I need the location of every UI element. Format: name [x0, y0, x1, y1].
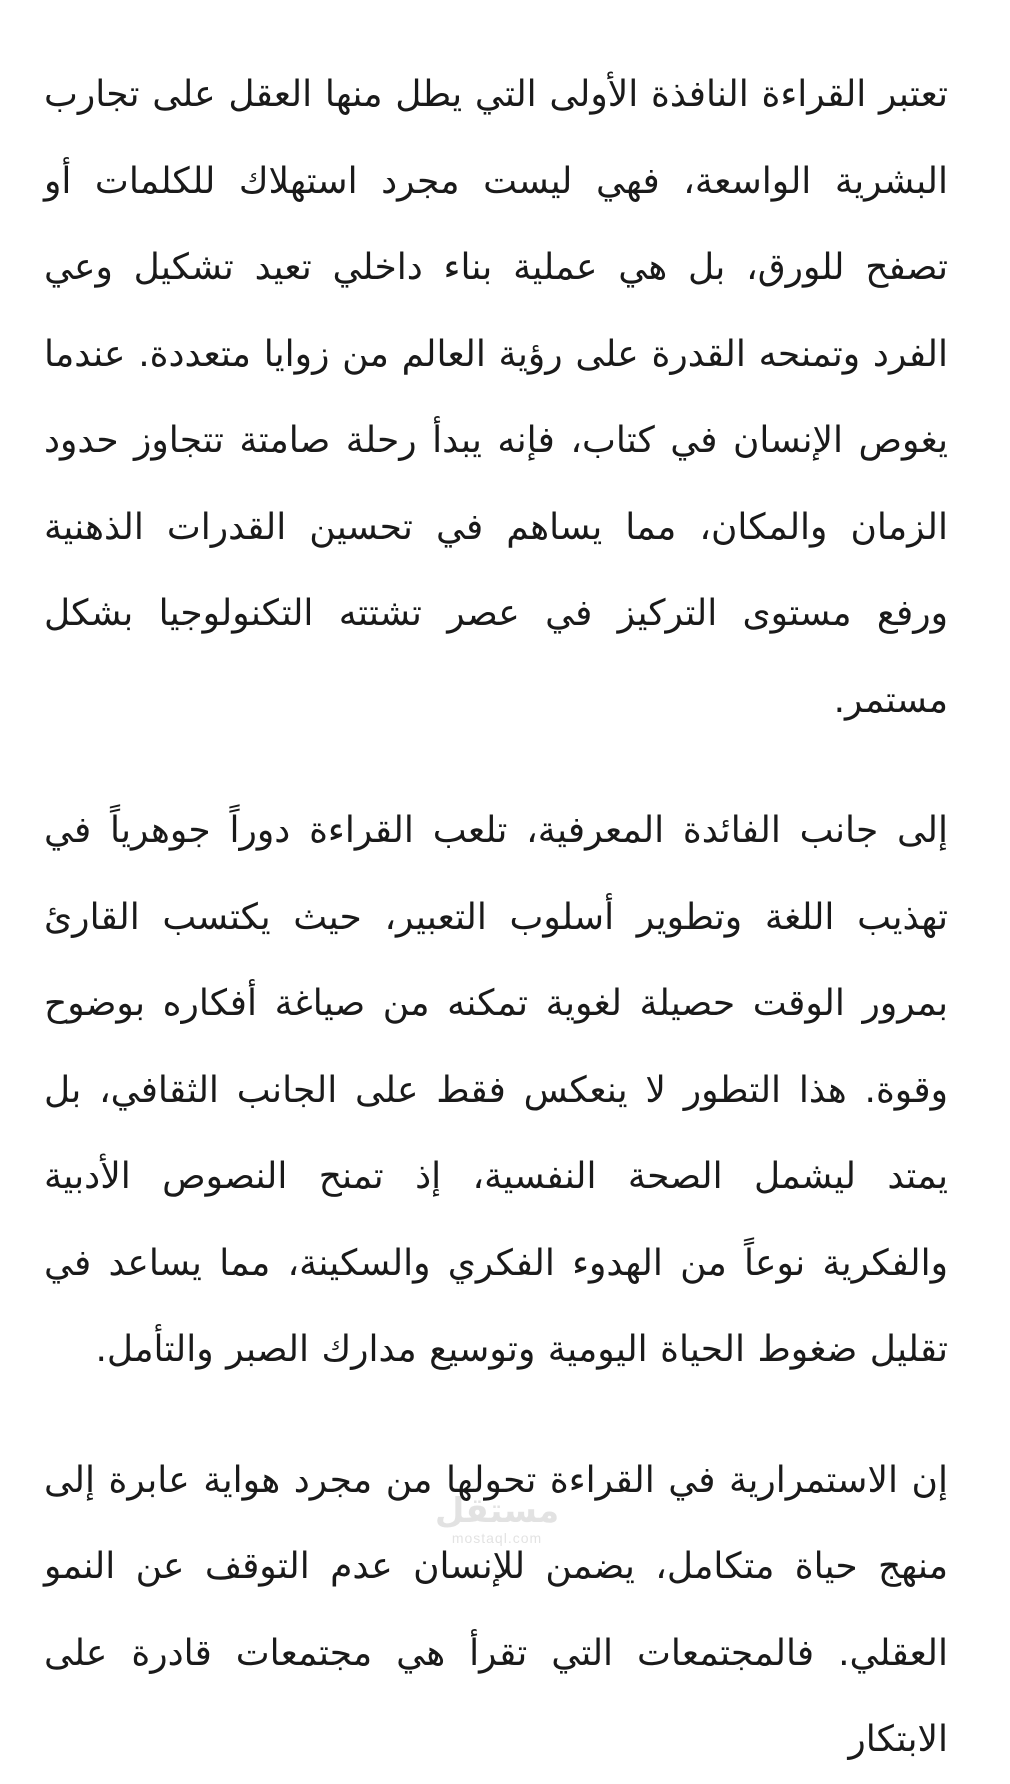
- paragraph-continuity: إن الاستمرارية في القراءة تحولها من مجرد هواية عابرة إلى منهج حياة متكامل، يضمن للإنسان عدم التوقف عن النمو العقلي. فالمجتمعات التي تقرأ هي مجتمعات قادرة على الابتكار: [44, 1459, 948, 1760]
- watermark-domain-text: mostaql.com: [451, 1530, 543, 1546]
- paragraph-reading-window: تعتبر القراءة النافذة الأولى التي يطل منها العقل على تجارب البشرية الواسعة، فهي ليست مجرد استهلاك للكلمات أو تصفح للورق، بل هي عملية بناء داخلي تعيد تشكيل وعي الفرد وتمنحه القدرة على رؤية العالم من زوايا متعددة. عندما يغوص الإنسان في كتاب، فإنه يبدأ رحلة صامتة تتجاوز حدود الزمان والمكان، مما يساهم في تحسين القدرات الذهنية ورفع مستوى التركيز في عصر تشتته التكنولوجيا بشكل مستمر.: [44, 74, 948, 721]
- paragraph-language-benefits: إلى جانب الفائدة المعرفية، تلعب القراءة دوراً جوهرياً في تهذيب اللغة وتطوير أسلوب التعبير، حيث يكتسب القارئ بمرور الوقت حصيلة لغوية تمكنه من صياغة أفكاره بوضوح وقوة. هذا التطور لا ينعكس فقط على الجانب الثقافي، بل يمتد ليشمل الصحة النفسية، إذ تمنح النصوص الأدبية والفكرية نوعاً من الهدوء الفكري والسكينة، مما يساعد في تقليل ضغوط الحياة اليومية وتوسيع مدارك الصبر والتأمل.: [44, 810, 948, 1370]
- watermark-logo-text: مستقل: [434, 1491, 560, 1531]
